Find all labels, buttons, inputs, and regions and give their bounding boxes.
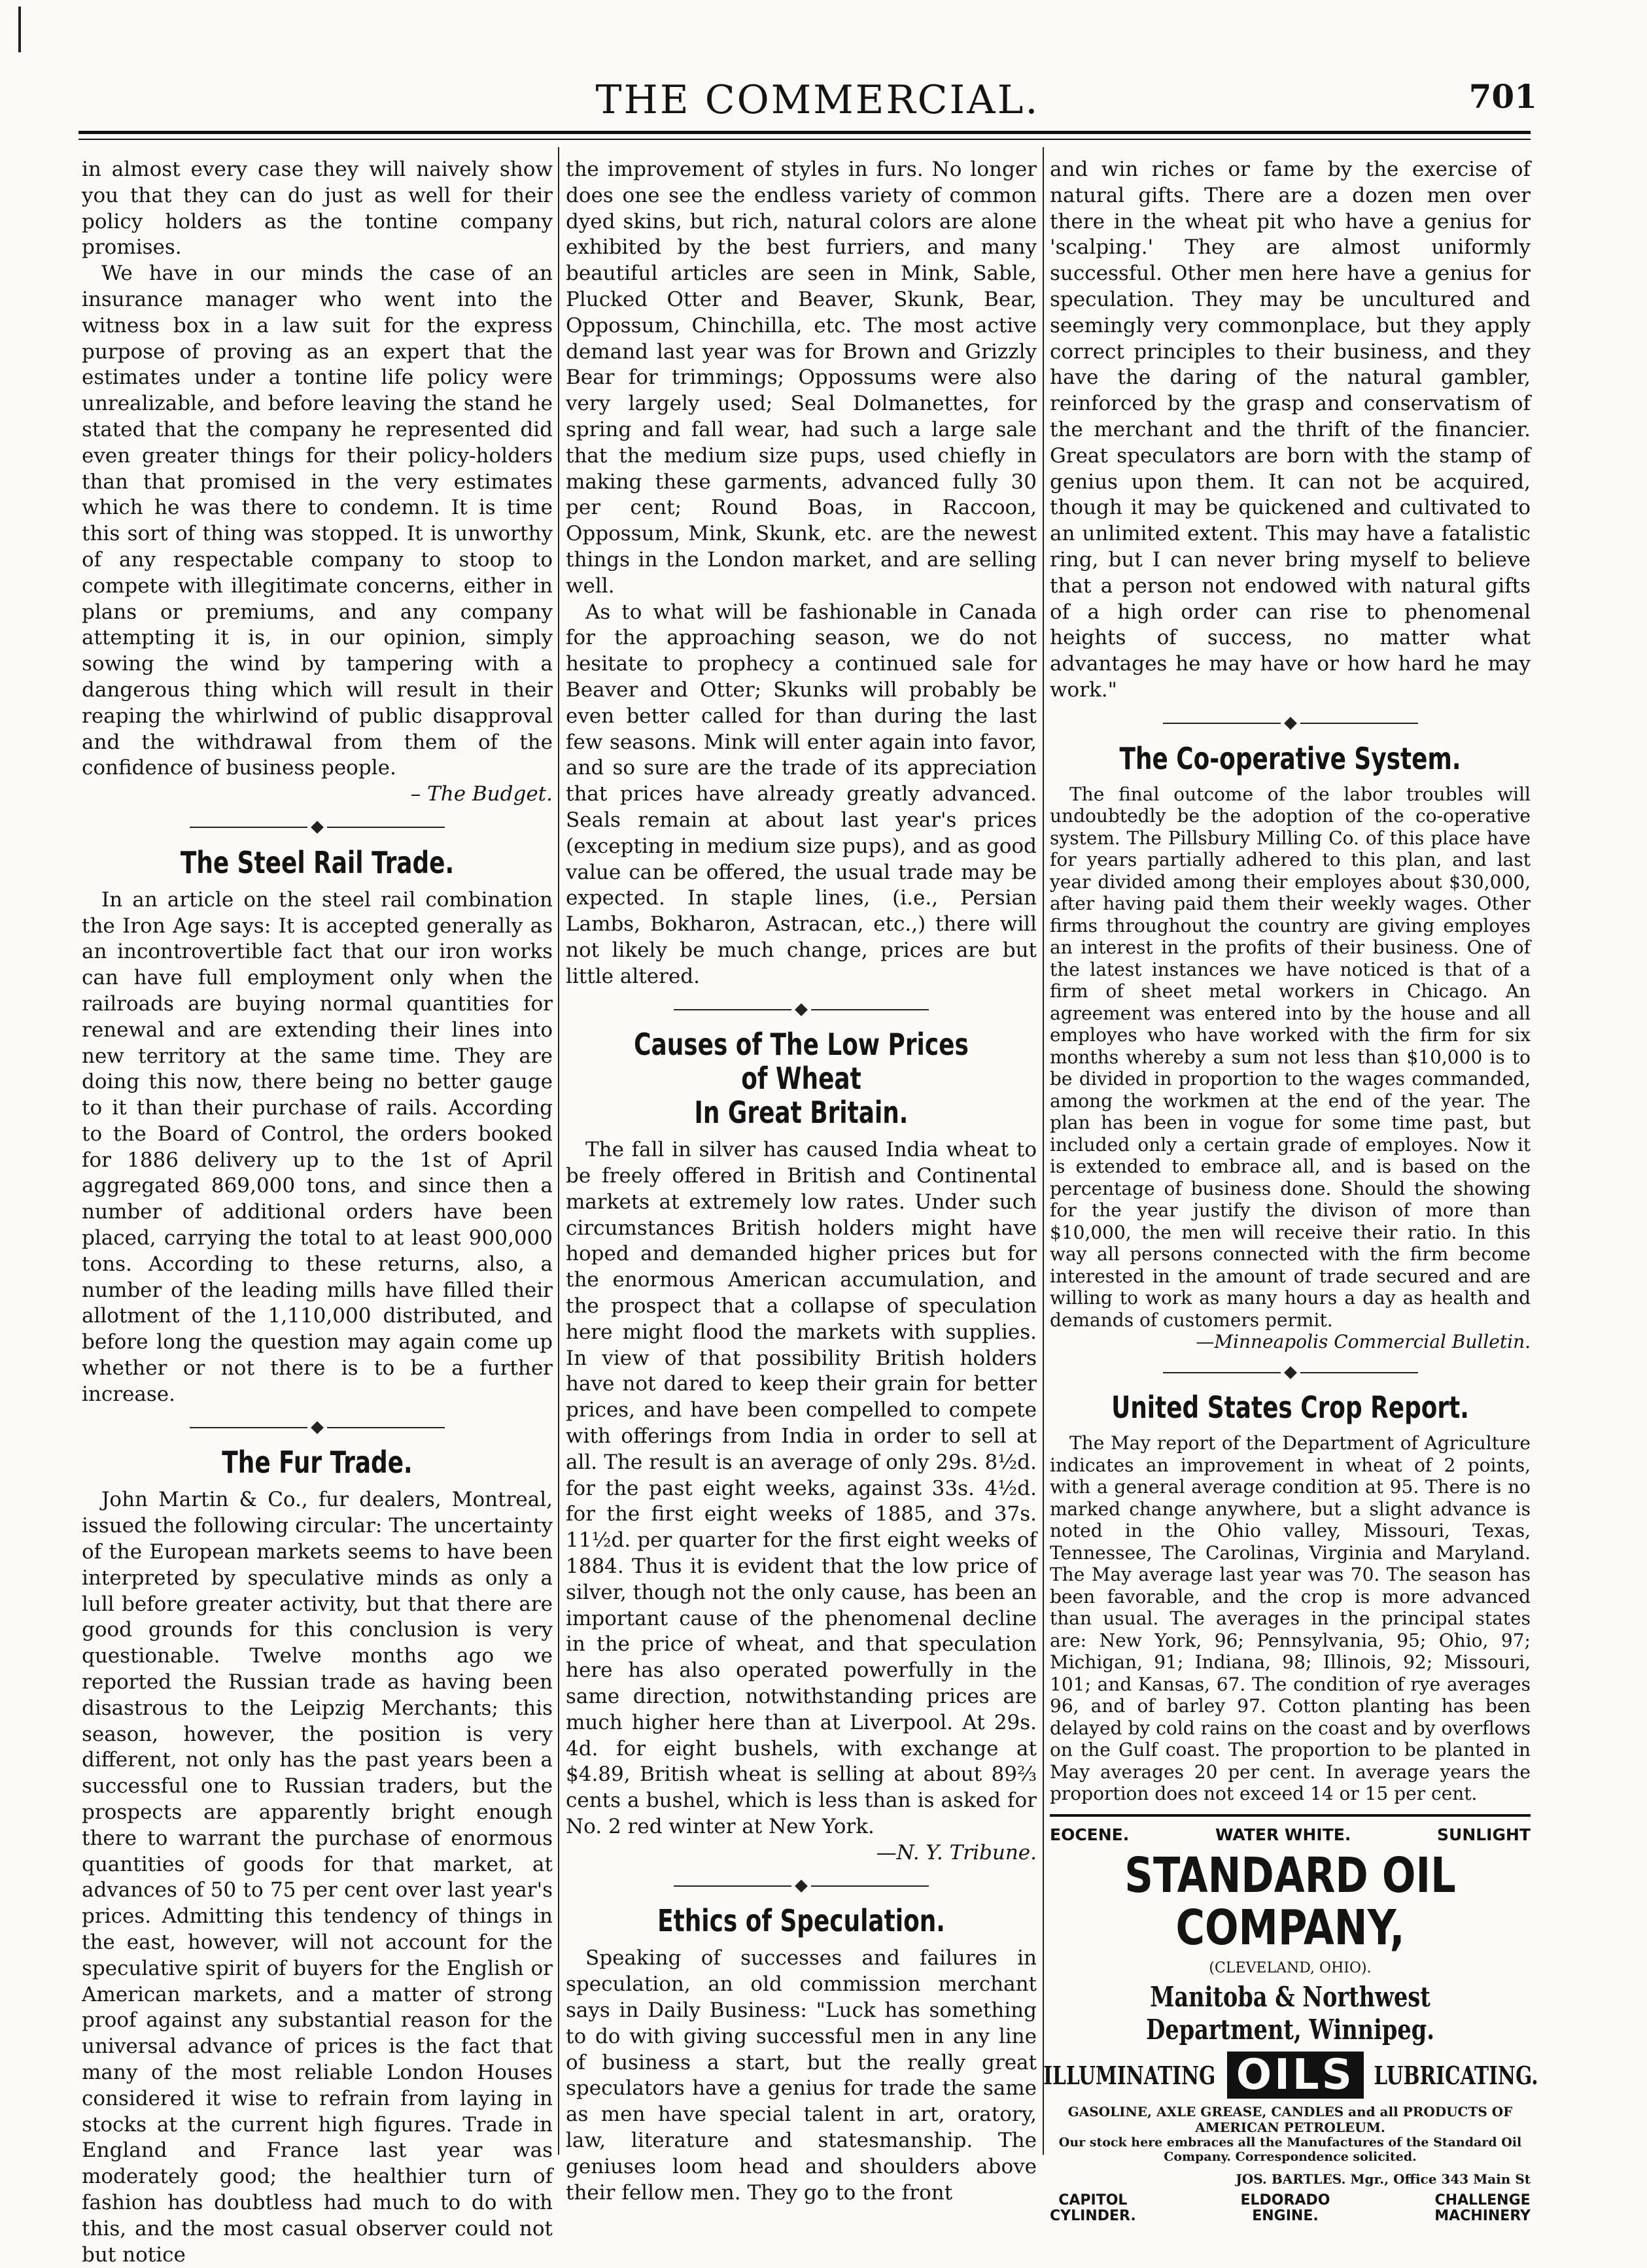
article-title: The Fur Trade. bbox=[222, 1445, 413, 1481]
page-number: 701 bbox=[1468, 77, 1537, 116]
column-2 bbox=[566, 157, 1037, 2205]
ad-city: (CLEVELAND, OHIO). bbox=[1209, 1959, 1372, 1976]
column-divider bbox=[558, 147, 559, 2155]
ad-word-right: LUBRICATING. bbox=[1374, 2060, 1538, 2090]
ad-bottom-brands bbox=[1050, 2193, 1531, 2224]
standard-oil-advertisement bbox=[1043, 1814, 1538, 2225]
masthead-title: THE COMMERCIAL. bbox=[595, 77, 1040, 123]
margin-mark bbox=[18, 7, 21, 52]
source-credit: —Minneapolis Commercial Bulletin. bbox=[1196, 1331, 1531, 1353]
paragraph: We have in our minds the case of an insurance manager who went into the witness box in a law suit for the express purpose of proving as an expert that the estimates under a tontine life policy were unrealizable, and before leaving the stand he stated that the company he represented did even greater things for their policy-holders than that promised in the very estimates which he was there to condemn. It is time this sort of thing was stopped. It is unworthy of any respectable company to stoop to compete with illegitimate concerns, either in plans or premiums, and any company attempting it is, in our opinion, simply sowing the wind by tampering with a dangerous thing which will result in their reaping the whirlwind of public disapproval and the withdrawal from them of the confidence of business people. bbox=[82, 262, 553, 780]
ad-brand: CHALLENGE bbox=[1434, 2192, 1531, 2209]
ad-brand: ELDORADO bbox=[1240, 2192, 1330, 2209]
ad-brand: SUNLIGHT bbox=[1437, 1825, 1531, 1844]
paragraph: John Martin & Co., fur dealers, Montreal, issued the following circular: The uncertainty of the European markets seems to have been interpreted by speculative minds as only a lull before greater activity, but that there are good grounds for this conclusion is very questionable. Twelve months ago we reported the Russian trade as having been disastrous to the Leipzig Merchants; this season, however, the position is very different, not only has the past years been a successful one to Russian traders, but the prospects are apparently bright enough there to warrant the purchase of enormous quantities of goods for that market, at advances of 50 to 75 per cent over last year's prices. Admitting this tendency of things in the east, however, will not account for the speculative spirit of buyers for the English or American markets, and a matter of strong proof against any substantial reason for the universal advance of prices is the fact that many of the most reliable London Houses considered it wise to refrain from laying in stocks at the current high figures. Trade in England and France last year was moderately good; the healthier turn of fashion has doubtless had much to do with this, and the most casual observer could not but notice bbox=[82, 1488, 553, 2267]
section-separator bbox=[1050, 1360, 1531, 1386]
paragraph: The final outcome of the labor troubles will undoubtedly be the adoption of the co-operative system. The Pillsbury Milling Co. of this place have for years partially adhered to this plan, and last year divided among their employes about $30,000, after having paid them their weekly wages. Other firms throughout the country are giving employes an interest in the profits of their business. One of the latest instances we have noticed is that of a firm of sheet metal workers in Chicago. An agreement was entered into by the house and all employes who have worked with the firm for six months whereby a sum not less than $10,000 is to be divided in proportion to the wages commanded, among the workmen at the end of the year. The plan has been in vogue for some time past, but included only a certain grade of employes. Now it is extended to embrace all, and is based on the percentage of business done. Should the showing for the year justify the divison of more than $10,000, the men will receive their ratio. In this way all persons connected with the firm become interested in the amount of trade secured and are willing to work as many hours a day as health and demands of customers permit. bbox=[1050, 783, 1531, 1331]
paragraph: in almost every case they will naively show you that they can do just as well for their policy holders as the tontine company promises. bbox=[82, 158, 553, 260]
article-title: United States Crop Report. bbox=[1111, 1390, 1469, 1426]
ad-word-center: OILS bbox=[1227, 2052, 1364, 2099]
ad-word-left: ILLUMINATING bbox=[1043, 2060, 1216, 2090]
ad-branch: Manitoba & Northwest Department, Winnipeg. bbox=[1146, 1981, 1434, 2046]
column-1 bbox=[82, 157, 553, 2267]
article-title bbox=[617, 1027, 985, 1095]
section-separator bbox=[1050, 710, 1531, 736]
paragraph: In an article on the steel rail combination the Iron Age says: It is accepted generally as an incontrovertible fact that our iron works can have full employment only when the railroads are buying normal quantities for renewal and are extending their lines into new territory at the same time. They are doing this now, there being no better gauge to it than their purchase of rails. According to the Board of Control, the orders booked for 1886 delivery up to the 1st of April aggregated 869,000 tons, and since then a number of additional orders have been placed, carrying the total to at least 900,000 tons. According to these returns, also, a number of the leading mills have filled their allotment of the 1,110,000 distributed, and before long the question may again come up whether or not there is to be a further increase. bbox=[82, 887, 553, 1406]
column-3 bbox=[1043, 157, 1538, 2225]
article-title-line: Causes of The Low Prices of Wheat bbox=[634, 1027, 969, 1097]
paragraph: the improvement of styles in furs. No longer does one see the endless variety of common dyed skins, but rich, natural colors are alone exhibited by the best furriers, and many beautiful articles are seen in Mink, Sable, Plucked Otter and Beaver, Skunk, Bear, Oppossum, Chinchilla, etc. The most active demand last year was for Brown and Grizzly Bear for trimmings; Oppossums were also very largely used; Seal Dolmanettes, for spring and fall wear, had such a large sale that the medium size pups, used chiefly in making these garments, advanced fully 30 per cent; Round Boas, in Raccoon, Oppossum, Mink, Skunk, etc. are the newest things in the London market, and are selling well. bbox=[566, 158, 1037, 598]
article-title bbox=[617, 1095, 985, 1129]
page-header bbox=[98, 77, 1537, 123]
ad-brand-row bbox=[1050, 1822, 1531, 1848]
ad-brand: WATER WHITE. bbox=[1215, 1825, 1351, 1844]
source-credit: —N. Y. Tribune. bbox=[876, 1840, 1037, 1864]
header-rule-thin bbox=[78, 139, 1531, 140]
ad-brand: CAPITOL bbox=[1058, 2192, 1128, 2209]
ad-products: GASOLINE, AXLE GREASE, CANDLES and all PRODUCTS OF AMERICAN PETROLEUM. bbox=[1067, 2104, 1513, 2136]
article-title: The Steel Rail Trade. bbox=[180, 844, 455, 880]
paragraph: The fall in silver has caused India wheat to be freely offered in British and Continental markets at extremely low rates. Under such circumstances British holders might have hoped and demanded higher prices but for the enormous American accumulation, and the prospect that a collapse of speculation here might flood the markets with supplies. In view of that possibility British holders have not dared to keep their grain for better prices, and have been compelled to compete with offerings from India in order to sell at all. The result is an average of only 29s. 8½d. for the past eight weeks, against 33s. 4½d. for the first eight weeks of 1885, and 37s. 11½d. per quarter for the first eight weeks of 1884. Thus it is evident that the low price of silver, though not the only cause, has been an important cause of the phenomenal decline in the price of wheat, and that speculation here has also operated powerfully in the same direction, notwithstanding prices are much higher here than at Liverpool. At 29s. 4d. for eight bushels, with exchange at $4.89, British wheat is selling at about 89⅔ cents a bushel, which is less than is asked for No. 2 red winter at New York. bbox=[566, 1138, 1037, 1839]
article-title: The Co-operative System. bbox=[1119, 740, 1461, 776]
section-separator bbox=[566, 1873, 1037, 1899]
article-title: Ethics of Speculation. bbox=[657, 1903, 945, 1939]
ad-brand: EOCENE. bbox=[1050, 1825, 1130, 1844]
header-rule bbox=[78, 131, 1531, 134]
article-title-line: In Great Britain. bbox=[694, 1095, 909, 1131]
ad-contact: JOS. BARTLES. Mgr., Office 343 Main St bbox=[1236, 2171, 1531, 2188]
ad-oils-banner bbox=[1043, 2051, 1538, 2100]
paragraph: As to what will be fashionable in Canada for the approaching season, we do not hesitate to prophecy a continued sale for Beaver and Otter; Skunks will probably be even better called for than during the last few seasons. Mink will enter again into favor, and so sure are the trade of its appreciation that prices have already greatly advanced. Seals remain at about last year's prices (excepting in medium size pups), and as good value can be offered, the usual trade may be expected. In staple lines, (i.e., Persian Lambs, Bokharon, Astracan, etc.,) there will not likely be much change, prices are but little altered. bbox=[566, 600, 1037, 988]
source-credit: – The Budget. bbox=[410, 782, 553, 806]
column-divider bbox=[1043, 147, 1044, 2155]
ad-brand: ENGINE. bbox=[1252, 2208, 1319, 2225]
section-separator bbox=[82, 814, 553, 840]
ad-note: Our stock here embraces all the Manufactures of the Standard Oil Company. Correspondence solicited. bbox=[1058, 2135, 1522, 2165]
paragraph: Speaking of successes and failures in speculation, an old commission merchant says in Daily Business: "Luck has something to do with giving successful men in any line of business a start, but the really great speculators have a genius for trade the same as men have special talent in art, oratory, law, literature and statesmanship. The geniuses loom head and shoulders above their fellow men. They go to the front bbox=[566, 1946, 1037, 2205]
section-separator bbox=[82, 1415, 553, 1441]
ad-brand: MACHINERY bbox=[1434, 2208, 1531, 2225]
ad-company-name: STANDARD OIL COMPANY, bbox=[1124, 1847, 1456, 1956]
ad-brand: CYLINDER. bbox=[1050, 2208, 1136, 2225]
section-separator bbox=[566, 997, 1037, 1023]
paragraph: The May report of the Department of Agriculture indicates an improvement in wheat of 2 points, with a general average condition at 95. There is no marked change anywhere, but a slight advance is noted in the Ohio valley, Missouri, Texas, Tennessee, The Carolinas, Virginia and Maryland. The May average last year was 70. The season has been favorable, and the crop is more advanced than usual. The averages in the principal states are: New York, 96; Pennsylvania, 95; Ohio, 97; Michigan, 91; Indiana, 98; Illinois, 92; Missouri, 101; and Kansas, 67. The condition of rye averages 96, and of barley 97. Cotton planting has been delayed by cold rains on the coast and by overflows on the Gulf coast. The proportion to be planted in May averages 20 per cent. In average years the proportion does not exceed 14 or 15 per cent. bbox=[1050, 1432, 1531, 1805]
paragraph: and win riches or fame by the exercise of natural gifts. There are a dozen men over there in the wheat pit who have a genius for 'scalping.' They are almost uniformly successful. Other men here have a genius for speculation. They may be uncultured and seemingly very commonplace, but they apply correct principles to their business, and they have the daring of the natural gambler, reinforced by the grasp and conservatism of the merchant and the thrift of the financier. Great speculators are born with the stamp of genius upon them. It can not be acquired, though it may be quickened and cultivated to an unlimited extent. This may have a fatalistic ring, but I can never bring myself to believe that a person not endowed with natural gifts of a high order can rise to phenomenal heights of success, no matter what advantages he may have or how hard he may work." bbox=[1050, 158, 1531, 702]
